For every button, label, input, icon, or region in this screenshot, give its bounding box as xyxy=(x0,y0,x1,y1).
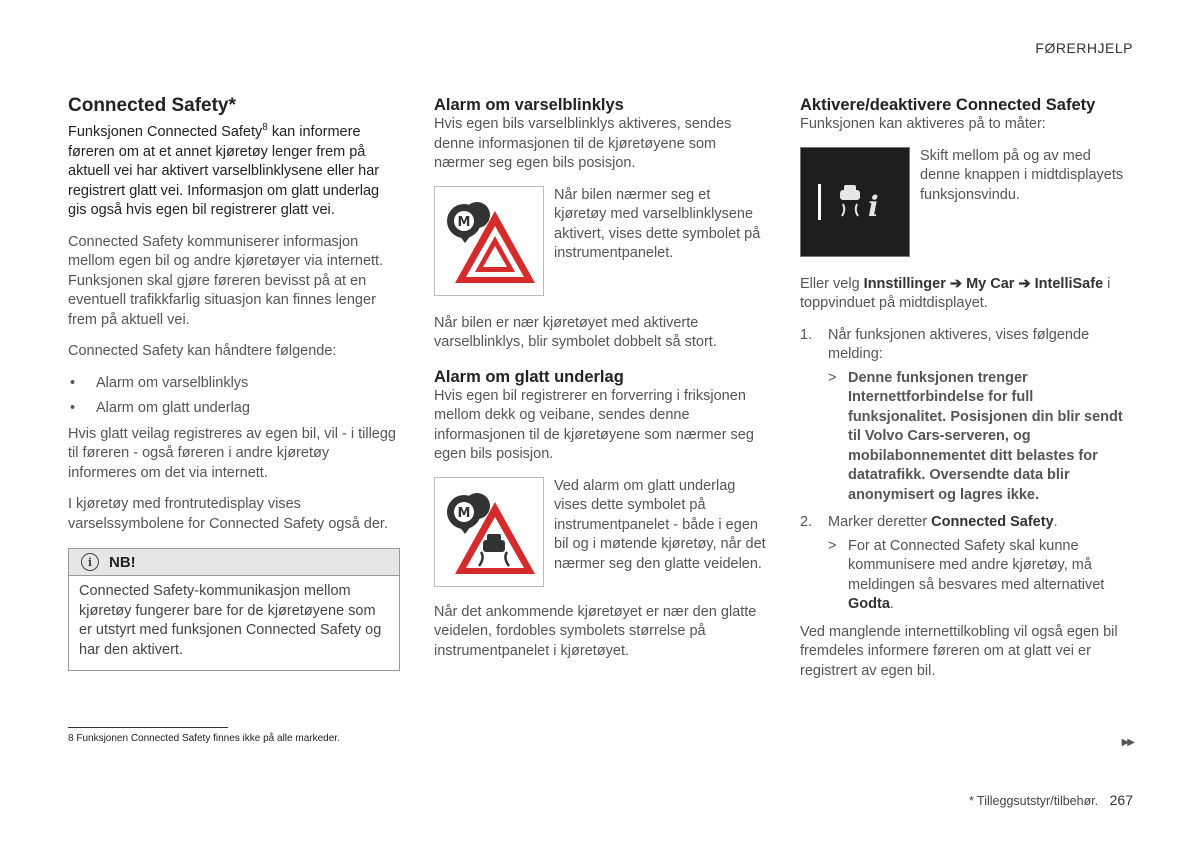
connected-safety-button-icon xyxy=(810,172,900,232)
paragraph-no-internet: Ved manglende internettilkobling vil også egen bil fremdeles informere føreren om at glatt vei er registrert av egen bil. xyxy=(800,623,1118,679)
hazard-warning-symbol xyxy=(434,186,544,296)
step-item: 2. Marker deretter Connected Safety. > For at Connected Safety skal kunne kommunisere med andre kjøretøy, må meldingen så besvares med alternativet Godta. xyxy=(800,513,1132,615)
list-item: • Alarm om glatt underlag xyxy=(68,399,400,419)
note-header: i NB! xyxy=(69,549,399,576)
bullet-icon: • xyxy=(70,374,76,391)
column-right xyxy=(800,95,1132,681)
info-circle-icon: i xyxy=(81,553,99,571)
list-item: • Alarm om varselblinklys xyxy=(68,374,400,394)
figure-hazard-caption: Når bilen nærmer seg et kjøretøy med varselblinklysene aktivert, vises dette symbolet på instrumentpanelet. xyxy=(554,186,761,261)
footnote-ref: 8 xyxy=(262,122,268,134)
paragraph-hazard-near: Når bilen er nær kjøretøyet med aktiverte varselblinklys, blir symbolet dobbelt så stort. xyxy=(434,314,717,350)
intro-paragraph: Funksjonen Connected Safety$^8$ kan informere føreren om at et annet kjøretøy lenger frem på aktuell vei har aktivert varselblinklysene eller har registrert glatt vei. Informasjon om glatt underlag gis også hvis egen bil registrerer glatt vei. xyxy=(68,122,380,218)
bullet-icon: • xyxy=(70,400,76,416)
step-message: > Denne funksjonen trenger Internettforbindelse for full funksjonalitet. Posisjonen din blir sendt til Volvo Cars-serveren, og mobilabonnementet ditt belastes for datatrafikk. Oversendte data blir anonymisert og lagres ikke. xyxy=(828,369,1123,503)
feature-list xyxy=(68,374,400,419)
figure-slippery xyxy=(434,477,766,587)
function-button-image xyxy=(800,147,910,257)
column-middle xyxy=(434,95,766,661)
accessory-note: * Tilleggsutstyr/tilbehør. xyxy=(968,794,1099,808)
figure-hazard xyxy=(434,186,766,296)
figure-slippery-caption: Ved alarm om glatt underlag vises dette symbolet på instrumentpanelet - både i egen bil og i møtende kjøretøy, når det nærmer seg den glatte veidelen. xyxy=(554,477,766,572)
note-text: Connected Safety-kommunikasjon mellom kjøretøy fungerer bare for de kjøretøyene som er utstyrt med funksjonen Connected Safety og har den aktivert. xyxy=(79,583,382,658)
figure-function-button-caption: Skift mellom på og av med denne knappen i midtdisplayets funksjonsvindu. xyxy=(920,147,1124,203)
page-title: Connected Safety* xyxy=(68,95,236,116)
paragraph-slippery: Hvis glatt veilag registreres av egen bil, vil - i tillegg til føreren - også føreren i andre kjøretøy informeres om det via internett. xyxy=(68,425,396,481)
note-box xyxy=(68,548,400,671)
paragraph-slippery-near: Når det ankommende kjøretøyet er nær den glatte veidelen, fordobles symbolets størrelse på instrumentpanelet i kjøretøyet. xyxy=(434,603,757,659)
svg-text:M: M xyxy=(457,505,471,521)
step-instruction: > For at Connected Safety skal kunne kommunisere med andre kjøretøy, må meldingen så besvares med alternativet Godta. xyxy=(828,537,1105,612)
paragraph-communication: Connected Safety kommuniserer informasjon mellom egen bil og andre kjøretøyer via internett. Funksjonen skal gjøre føreren bevisst på at en eventuell trafikkfarlig situasjon kan finnes lenger frem på aktuell vei. xyxy=(68,233,384,328)
paragraph-slippery-alarm: Hvis egen bil registrerer en forverring i friksjonen mellom dekk og veibane, sendes denne informasjonen til de kjøretøyene som nærmer seg egen bils posisjon. xyxy=(434,387,754,462)
continue-arrows-icon: ▶▶ xyxy=(1121,737,1133,748)
footnote-divider xyxy=(68,727,228,728)
slippery-warning-symbol xyxy=(434,477,544,587)
arrow-right-icon: ➔ xyxy=(949,275,963,292)
heading-hazard-alarm: Alarm om varselblinklys xyxy=(434,96,624,114)
page-footer xyxy=(969,792,1133,808)
slippery-road-icon xyxy=(439,482,539,582)
column-left xyxy=(68,95,400,671)
chevron-right-icon: > xyxy=(828,537,837,554)
paragraph-hazard: Hvis egen bils varselblinklys aktiveres, sendes denne informasjonen til de kjøretøyene som nærmer seg egen bils posisjon. xyxy=(434,116,732,171)
heading-activate: Aktivere/deaktivere Connected Safety xyxy=(800,96,1096,114)
menu-my-car: My Car xyxy=(966,275,1015,292)
hazard-triangle-icon xyxy=(439,191,539,291)
figure-function-button xyxy=(800,147,1132,257)
paragraph-activate: Funksjonen kan aktiveres på to måter: xyxy=(800,116,1046,132)
svg-text:i: i xyxy=(868,189,879,223)
chevron-right-icon: > xyxy=(828,369,837,386)
section-header: FØRERHJELP xyxy=(1035,40,1133,56)
paragraph-handles: Connected Safety kan håndtere følgende: xyxy=(68,343,337,359)
step-item: 1. Når funksjonen aktiveres, vises følgende melding: > Denne funksjonen trenger Internettforbindelse for full funksjonalitet. Posisjonen din blir sendt til Volvo Cars-serveren, og mobilabonnementet ditt belastes for datatrafikk. Oversendte data blir anonymisert og lagres ikke. xyxy=(800,326,1132,506)
page-number: 267 xyxy=(1109,792,1133,808)
paragraph-hud: I kjøretøy med frontrutedisplay vises varselssymbolene for Connected Safety også der. xyxy=(68,496,388,532)
svg-text:M: M xyxy=(457,214,471,230)
arrow-right-icon: ➔ xyxy=(1018,275,1031,292)
activation-steps xyxy=(800,326,1132,615)
paragraph-menu-path: Eller velg Innstillinger ➔ My Car ➔ IntelliSafe i toppvinduet på midtdisplayet. xyxy=(800,275,1111,311)
menu-settings: Innstillinger xyxy=(863,275,946,292)
menu-intellisafe: IntelliSafe xyxy=(1034,275,1104,292)
footnote: 8 Funksjonen Connected Safety finnes ikke på alle markeder. xyxy=(68,733,340,744)
heading-slippery-alarm: Alarm om glatt underlag xyxy=(434,367,624,386)
